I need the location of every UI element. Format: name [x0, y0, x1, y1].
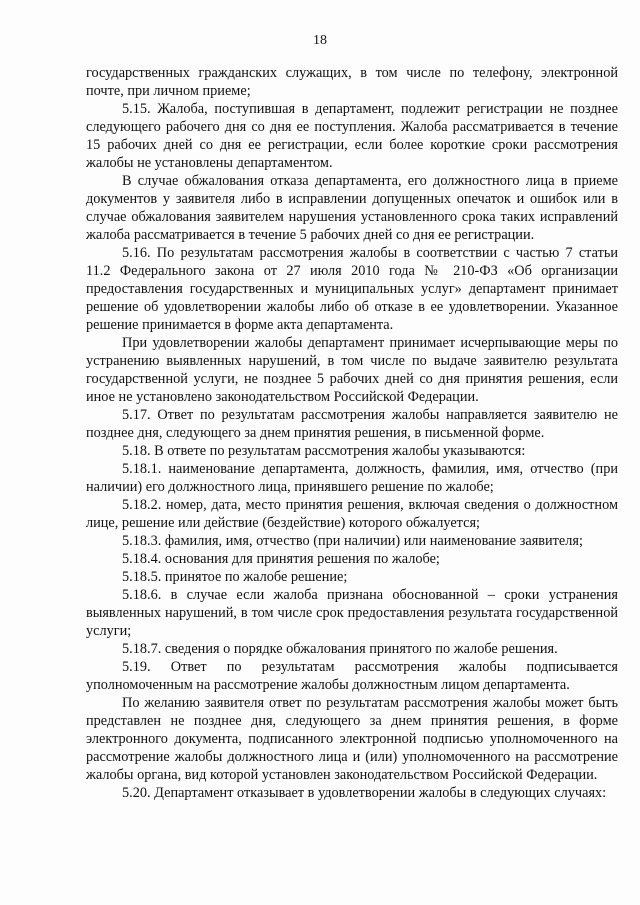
- list-item-5-18-7: 5.18.7. сведения о порядке обжалования принятого по жалобе решения.: [122, 641, 558, 657]
- paragraph-5-17: 5.17. Ответ по результатам рассмотрения жалобы направляется заявителю не позднее дня, следующего за днем принятия решения, в письменной форме.: [86, 407, 618, 441]
- paragraph: государственных гражданских служащих, в том числе по телефону, электронной почте, при личном приеме;: [86, 65, 618, 99]
- list-item-5-18-3: 5.18.3. фамилия, имя, отчество (при наличии) или наименование заявителя;: [122, 533, 583, 549]
- paragraph-5-16: 5.16. По результатам рассмотрения жалобы в соответствии с частью 7 статьи 11.2 Федерального закона от 27 июля 2010 года № 210-ФЗ «Об организации предоставления государственных и муниципальных услуг» департамент принимает решение об удовлетворении жалобы либо об отказе в ее удовлетворении. Указанное решение принимается в форме акта департамента.: [86, 245, 618, 333]
- paragraph-5-15: 5.15. Жалоба, поступившая в департамент, подлежит регистрации не позднее следующего рабочего дня со дня ее поступления. Жалоба рассматривается в течение 15 рабочих дней со дня ее регистрации, если более короткие сроки рассмотрения жалобы не установлены департаментом.: [86, 101, 618, 171]
- list-item-5-18-1: 5.18.1. наименование департамента, должность, фамилия, имя, отчество (при наличии) его должностного лица, принявшего решение по жалобе;: [86, 461, 618, 495]
- paragraph: В случае обжалования отказа департамента, его должностного лица в приеме документов у заявителя либо в исправлении допущенных опечаток и ошибок или в случае обжалования заявителем нарушения установленного срока таких исправлений жалоба рассматривается в течение 5 рабочих дней со дня ее регистрации.: [86, 173, 618, 243]
- document-body: [86, 64, 618, 802]
- list-item-5-18-5: 5.18.5. принятое по жалобе решение;: [122, 569, 348, 585]
- paragraph-5-20: 5.20. Департамент отказывает в удовлетворении жалобы в следующих случаях:: [122, 785, 607, 801]
- list-item-5-18-2: 5.18.2. номер, дата, место принятия решения, включая сведения о должностном лице, решение или действие (бездействие) которого обжалуется;: [86, 497, 618, 531]
- list-item-5-18-4: 5.18.4. основания для принятия решения по жалобе;: [122, 551, 440, 567]
- paragraph: При удовлетворении жалобы департамент принимает исчерпывающие меры по устранению выявленных нарушений, в том числе по выдаче заявителю результата государственной услуги, не позднее 5 рабочих дней со дня принятия решения, если иное не установлено законодательством Российской Федерации.: [86, 335, 618, 405]
- paragraph: По желанию заявителя ответ по результатам рассмотрения жалобы может быть представлен не позднее дня, следующего за днем принятия решения, в форме электронного документа, подписанного электронной подписью уполномоченного на рассмотрение жалобы должностного лица и (или) уполномоченного на рассмотрение жалобы органа, вид которой установлен законодательством Российской Федерации.: [86, 695, 618, 783]
- paragraph-5-18: 5.18. В ответе по результатам рассмотрения жалобы указываются:: [122, 443, 526, 459]
- page-number: 18: [313, 33, 327, 48]
- paragraph-5-19: 5.19. Ответ по результатам рассмотрения жалобы подписывается уполномоченным на рассмотрение жалобы должностным лицом департамента.: [86, 659, 618, 693]
- list-item-5-18-6: 5.18.6. в случае если жалоба признана обоснованной – сроки устранения выявленных нарушений, в том числе срок предоставления результата государственной услуги;: [86, 587, 618, 639]
